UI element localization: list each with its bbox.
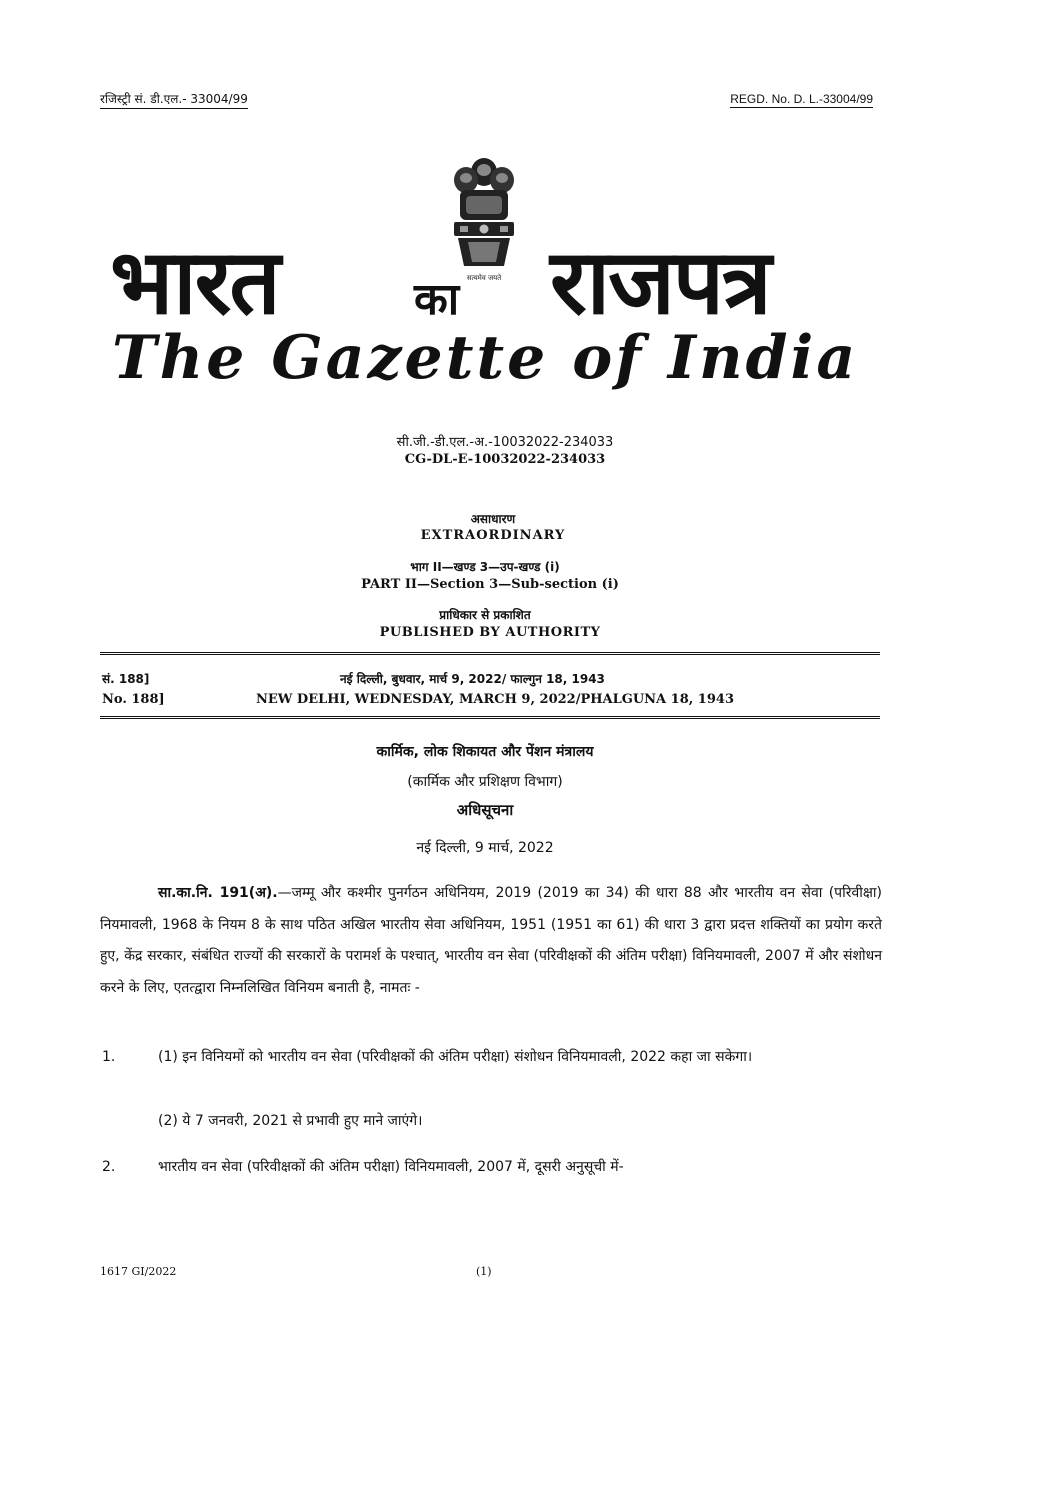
issue-date-hindi: नई दिल्ली, बुधवार, मार्च 9, 2022/ फाल्गुन 18, 1943 xyxy=(340,672,605,686)
item-number-2: 2. xyxy=(102,1159,116,1175)
footer-code: 1617 GI/2022 xyxy=(100,1265,177,1278)
item-text-1-2: (2) ये 7 जनवरी, 2021 से प्रभावी हुए माने जाएंगे। xyxy=(158,1113,423,1129)
footer-page-number: (1) xyxy=(476,1265,492,1278)
notice-body-text: —जम्मू और कश्मीर पुनर्गठन अधिनियम, 2019 (2019 का 34) की धारा 88 और भारतीय वन सेवा (परिवीक्षा) नियमावली, 1968 के नियम 8 के साथ पठित अखिल भारतीय सेवा अधिनियम, 1951 (1951 का 61) की धारा 3 द्वारा प्रदत्त शक्तियों का प्रयोग करते हुए, केंद्र सरकार, संबंधित राज्यों की सरकारों के परामर्श के पश्चात्, भारतीय वन सेवा (परिवीक्षकों की अंतिम परीक्षा) विनियमावली, 2007 में और संशोधन करने के लिए, एतत्द्वारा निम्नलिखित विनियम बनाती है, नामतः - xyxy=(100,885,882,996)
registration-number-english: REGD. No. D. L.-33004/99 xyxy=(730,92,873,106)
notice-body xyxy=(100,878,882,1004)
gsr-number: सा.का.नि. 191(अ). xyxy=(158,885,278,901)
masthead-english: The Gazette of India xyxy=(112,323,859,393)
part-section-hindi: भाग II—खण्ड 3—उप-खण्ड (i) xyxy=(410,560,560,574)
masthead-hindi-right: राजपत्र xyxy=(550,230,770,335)
extraordinary-hindi: असाधारण xyxy=(470,512,516,526)
place-date: नई दिल्ली, 9 मार्च, 2022 xyxy=(416,840,554,856)
part-section-english: PART II—Section 3—Sub-section (i) xyxy=(361,577,619,592)
item-text-1: (1) इन विनियमों को भारतीय वन सेवा (परिवीक्षकों की अंतिम परीक्षा) संशोधन विनियमावली, 2022 कहा जा सकेगा। xyxy=(158,1049,753,1065)
notification-heading: अधिसूचना xyxy=(456,801,514,819)
masthead-hindi-left: भारत xyxy=(110,230,279,335)
cg-code-english: CG-DL-E-10032022-234033 xyxy=(404,452,606,467)
cg-code-hindi: सी.जी.-डी.एल.-अ.-10032022-234033 xyxy=(396,435,614,450)
emblem-motto: सत्यमेव जयते xyxy=(466,274,502,282)
published-by-authority-hindi: प्राधिकार से प्रकाशित xyxy=(439,608,531,622)
masthead-hindi-mid: का xyxy=(414,274,460,325)
item-text-2: भारतीय वन सेवा (परिवीक्षकों की अंतिम परीक्षा) विनियमावली, 2007 में, दूसरी अनुसूची में- xyxy=(158,1159,624,1175)
divider-top xyxy=(100,652,880,655)
item-number-1: 1. xyxy=(102,1049,116,1065)
issue-date-english: NEW DELHI, WEDNESDAY, MARCH 9, 2022/PHALGUNA 18, 1943 xyxy=(256,692,734,707)
issue-number-english: No. 188] xyxy=(102,692,165,707)
divider-bottom xyxy=(100,716,880,719)
ministry-name: कार्मिक, लोक शिकायत और पेंशन मंत्रालय xyxy=(376,744,594,760)
extraordinary-english: EXTRAORDINARY xyxy=(420,528,566,543)
published-by-authority-english: PUBLISHED BY AUTHORITY xyxy=(379,625,601,640)
issue-number-hindi: सं. 188] xyxy=(102,672,150,686)
department-name: (कार्मिक और प्रशिक्षण विभाग) xyxy=(407,774,563,790)
registration-number-hindi: रजिस्ट्री सं. डी.एल.- 33004/99 xyxy=(100,90,248,109)
